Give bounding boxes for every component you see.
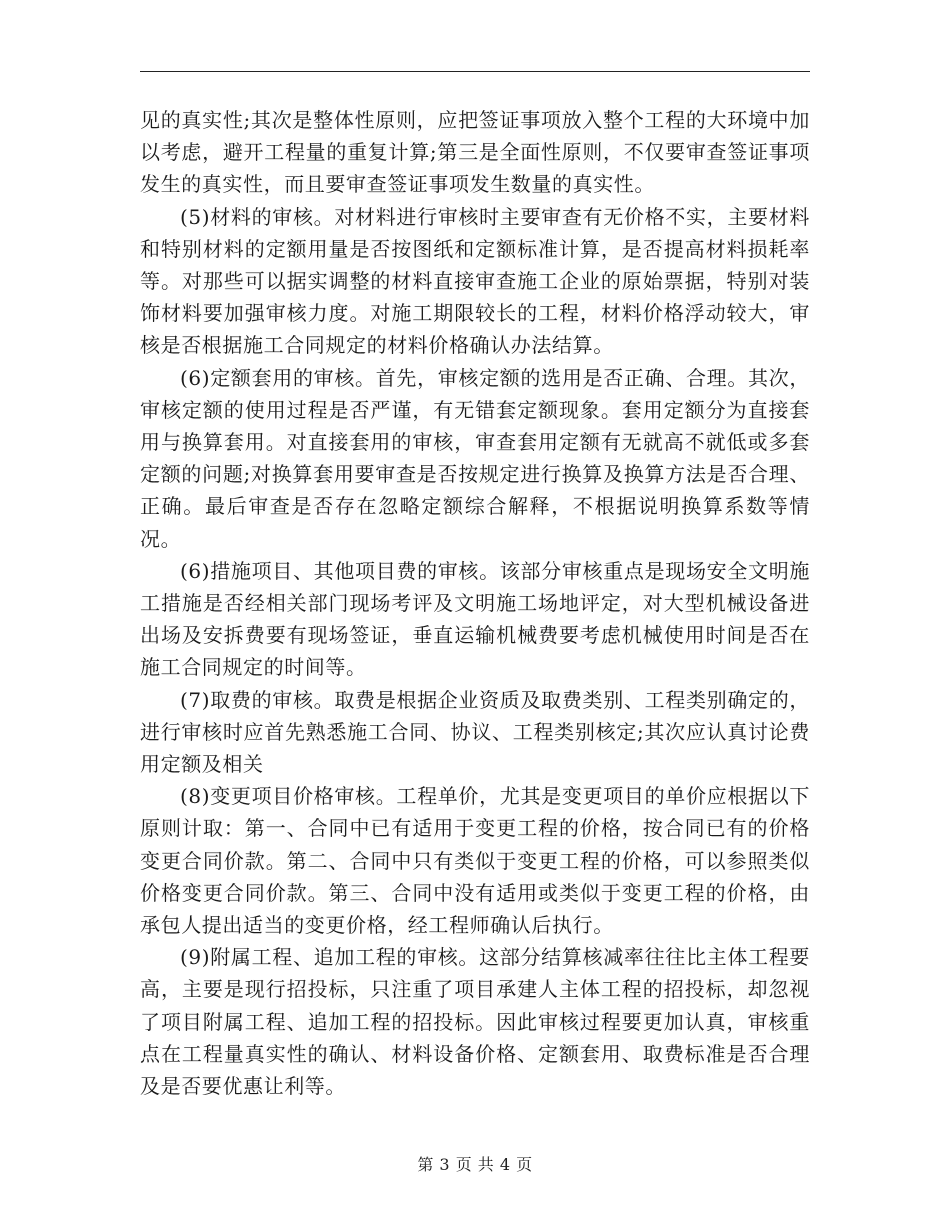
paragraph-change-price-review: (8)变更项目价格审核。工程单价，尤其是变更项目的单价应根据以下原则计取：第一、合同中已有适用于变更工程的价格，按合同已有的价格变更合同价款。第二、合同中只有类似于变更工程的价格，可以参照类似价格变更合同价款。第三、合同中没有适用或类似于变更工程的价格，由承包人提出适当的变更价格，经工程师确认后执行。 — [140, 784, 810, 938]
paragraph-material-review: (5)材料的审核。对材料进行审核时主要审查有无价格不实，主要材料和特别材料的定额用量是否按图纸和定额标准计算，是否提高材料损耗率等。对那些可以据实调整的材料直接审查施工企业的原始票据，特别对装饰材料要加强审核力度。对施工期限较长的工程，材料价格浮动较大，审核是否根据施工合同规定的材料价格确认办法结算。 — [140, 204, 810, 358]
paragraph-measures-review: (6)措施项目、其他项目费的审核。该部分审核重点是现场安全文明施工措施是否经相关部门现场考评及文明施工场地评定，对大型机械设备进出场及安拆费要有现场签证，垂直运输机械费要考虑机械使用时间是否在施工合同规定的时间等。 — [140, 558, 810, 680]
page-number-label: 第 3 页 共 4 页 — [417, 1155, 533, 1174]
paragraph-quota-review: (6)定额套用的审核。首先，审核定额的选用是否正确、合理。其次，审核定额的使用过程是否严谨，有无错套定额现象。套用定额分为直接套用与换算套用。对直接套用的审核，审查套用定额有无就高不就低或多套定额的问题;对换算套用要审查是否按规定进行换算及换算方法是否合理、正确。最后审查是否存在忽略定额综合解释，不根据说明换算系数等情况。 — [140, 365, 810, 551]
paragraph-continuation: 见的真实性;其次是整体性原则，应把签证事项放入整个工程的大环境中加以考虑，避开工程量的重复计算;第三是全面性原则，不仅要审查签证事项发生的真实性，而且要审查签证事项发生数量的真实性。 — [140, 108, 810, 197]
document-body — [140, 104, 810, 1102]
paragraph-ancillary-review: (9)附属工程、追加工程的审核。这部分结算核减率往往比主体工程要高，主要是现行招投标，只注重了项目承建人主体工程的招投标，却忽视了项目附属工程、追加工程的招投标。因此审核过程要更加认真，审核重点在工程量真实性的确认、材料设备价格、定额套用、取费标准是否合理及是否要优惠让利等。 — [140, 945, 810, 1099]
page-footer — [0, 1152, 950, 1175]
paragraph-fee-review: (7)取费的审核。取费是根据企业资质及取费类别、工程类别确定的，进行审核时应首先熟悉施工合同、协议、工程类别核定;其次应认真讨论费用定额及相关 — [140, 687, 810, 777]
header-rule — [140, 71, 810, 72]
